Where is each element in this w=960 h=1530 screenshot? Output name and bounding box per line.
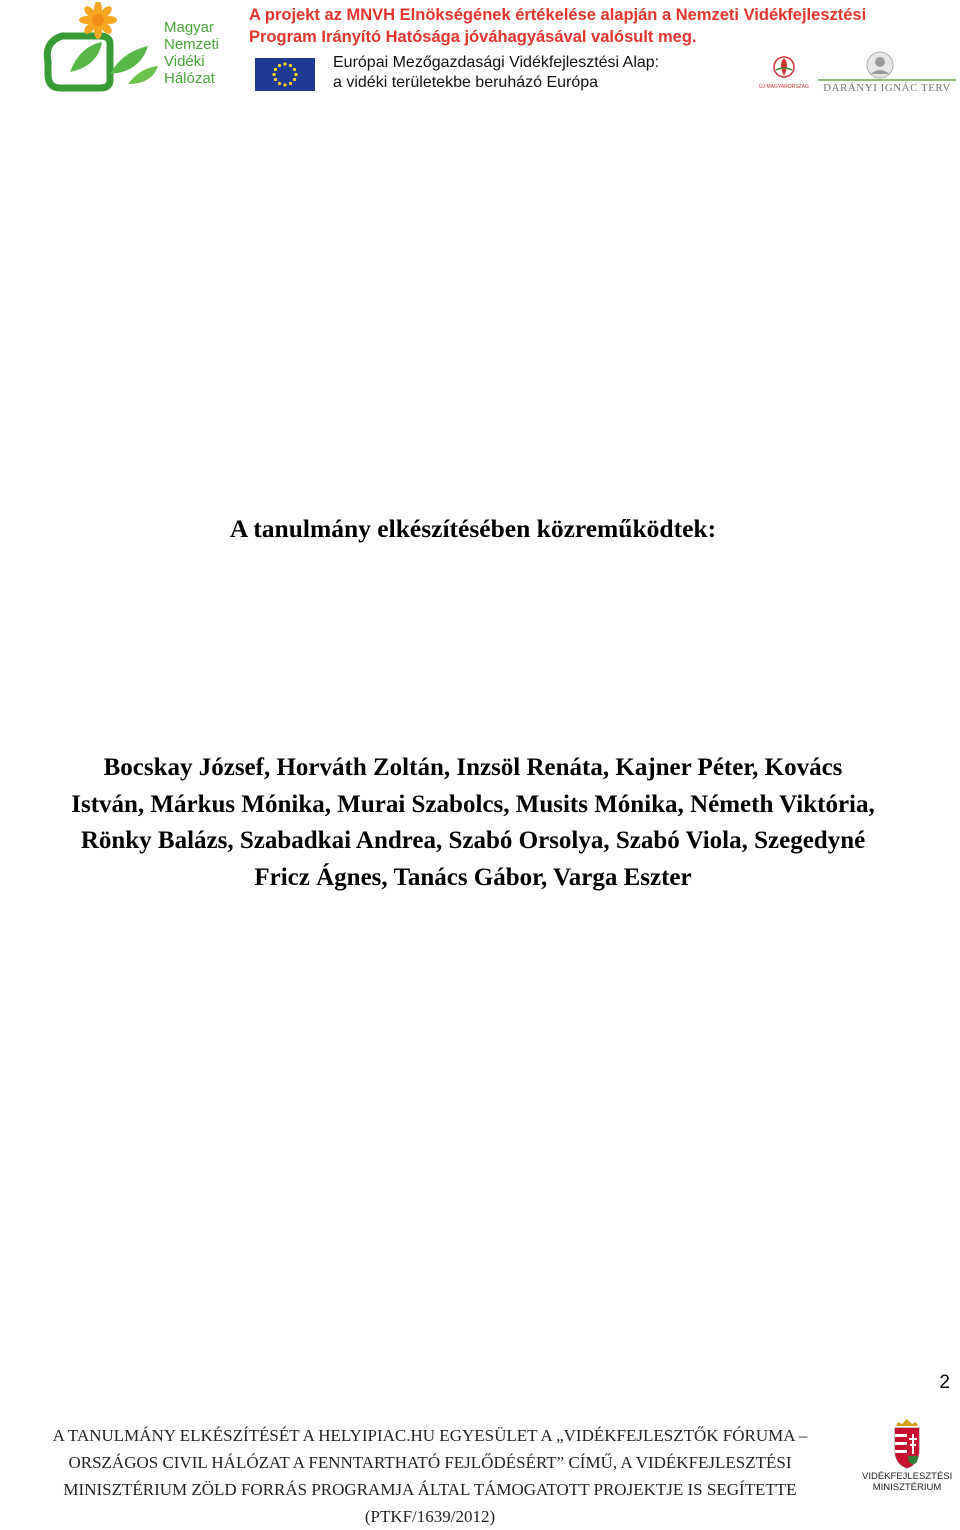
ministry-logo-caption	[862, 1471, 952, 1493]
eafrd-statement-line-2: a vidéki területekbe beruházó Európa	[333, 74, 599, 91]
contributors-list	[0, 750, 946, 896]
footer-line-1: A TANULMÁNY ELKÉSZÍTÉSÉT A HELYIPIAC.HU EGYESÜLET A „VIDÉKFEJLESZTŐK FÓRUMA –	[52, 1426, 808, 1445]
eu-flag-icon	[255, 58, 315, 91]
contributors-line-2: István, Márkus Mónika, Murai Szabolcs, Musits Mónika, Németh Viktória,	[71, 790, 875, 818]
contributors-line-4: Fricz Ágnes, Tanács Gábor, Varga Eszter	[254, 863, 692, 891]
page-header	[0, 0, 960, 100]
page-title: A tanulmány elkészítésében közreműködtek:	[229, 514, 717, 543]
eafrd-statement	[333, 53, 659, 93]
project-statement-line-2: Program Irányító Hatósága jóváhagyásával valósult meg.	[249, 28, 697, 46]
umvp-caption: ÚJ MAGYARORSZÁG	[759, 84, 809, 90]
mvh-logo-line-2: Nemzeti	[164, 36, 220, 53]
darany-portrait-logo	[818, 50, 956, 82]
contributors-line-3: Rönky Balázs, Szabadkai Andrea, Szabó Orsolya, Szabó Viola, Szegedyné	[80, 827, 866, 854]
ministry-caption-line-1: VIDÉKFEJLESZTÉSI	[862, 1471, 953, 1482]
ministry-logo	[862, 1418, 952, 1498]
footer-acknowledgement	[40, 1422, 820, 1530]
eafrd-statement-line-1: Európai Mezőgazdasági Vidékfejlesztési Alap:	[333, 54, 660, 71]
project-statement	[249, 4, 949, 48]
umvp-flower-icon	[757, 54, 811, 84]
darany-logo	[818, 50, 956, 96]
footer-line-2: ORSZÁGOS CIVIL HÁLÓZAT A FENNTARTHATÓ FEJLŐDÉSÉRT” CÍMŰ, A VIDÉKFEJLESZTÉSI	[68, 1453, 792, 1472]
umvp-logo	[757, 54, 811, 98]
footer-line-3: MINISZTÉRIUM ZÖLD FORRÁS PROGRAMJA ÁLTAL TÁMOGATOTT PROJEKTJE IS SEGÍTETTE	[63, 1480, 797, 1499]
ministry-caption-line-2: MINISZTÉRIUM	[872, 1482, 942, 1493]
mvh-logo-line-1: Magyar	[164, 19, 215, 36]
hungarian-coat-of-arms-icon	[862, 1418, 952, 1470]
daisy-hand-logo	[40, 2, 160, 92]
darany-caption: DARÁNYI IGNÁC TERV	[823, 82, 951, 94]
contributors-line-1: Bocskay József, Horváth Zoltán, Inzsöl Renáta, Kajner Péter, Kovács	[103, 754, 843, 781]
mvh-logo	[40, 2, 240, 92]
page-number: 2	[939, 1372, 950, 1393]
mvh-logo-line-3: Vidéki	[164, 53, 205, 70]
footer-line-4: (PTKF/1639/2012)	[364, 1507, 496, 1526]
project-statement-line-1: A projekt az MNVH Elnökségének értékelése alapján a Nemzeti Vidékfejlesztési	[249, 6, 867, 24]
mvh-logo-line-4: Hálózat	[164, 70, 215, 87]
